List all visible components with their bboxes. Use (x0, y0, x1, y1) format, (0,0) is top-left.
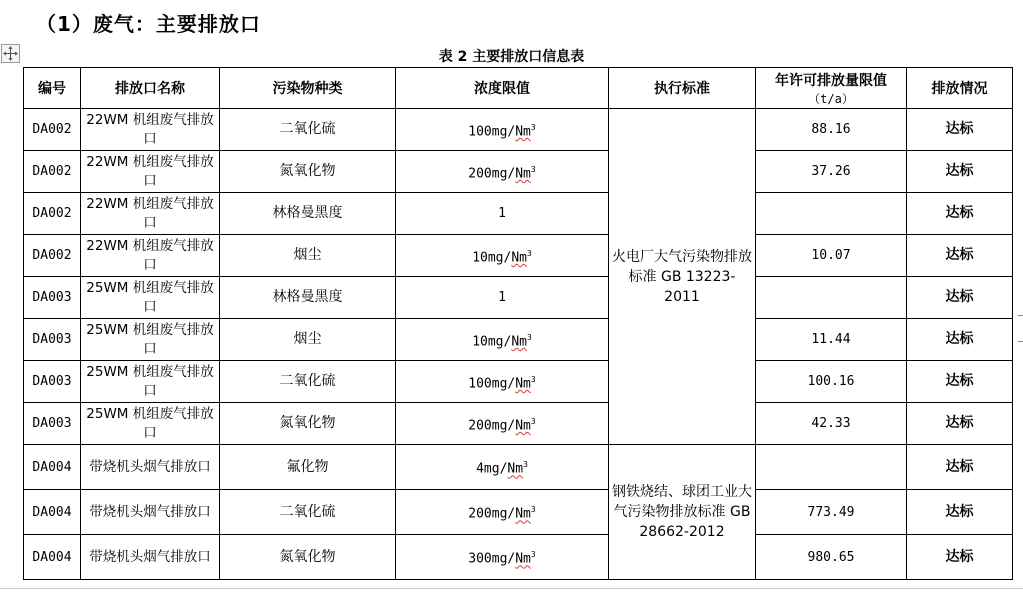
limit-unit-superscript: 3 (530, 505, 536, 515)
cell-status: 达标 (907, 490, 1013, 535)
limit-unit-superscript: 3 (530, 550, 536, 560)
cell-outlet-name: 22WM 机组废气排放口 (81, 235, 220, 277)
cell-status: 达标 (907, 535, 1013, 580)
cell-outlet-name: 25WM 机组废气排放口 (81, 319, 220, 361)
ruler-mark (1018, 315, 1023, 316)
cell-status: 达标 (907, 445, 1013, 490)
cell-annual-limit: 773.49 (756, 490, 907, 535)
cell-limit (396, 235, 609, 277)
cell-status: 达标 (907, 193, 1013, 235)
table-row (24, 445, 1013, 490)
table-row (24, 361, 1013, 403)
cell-limit (396, 535, 609, 580)
table-row (24, 235, 1013, 277)
cell-annual-limit: 37.26 (756, 151, 907, 193)
limit-value: 10mg/ (472, 334, 512, 350)
cell-outlet-name: 22WM 机组废气排放口 (81, 193, 220, 235)
cell-pollutant: 林格曼黑度 (220, 193, 396, 235)
cell-status: 达标 (907, 277, 1013, 319)
limit-value: 1 (498, 290, 506, 305)
header-standard: 执行标准 (609, 68, 756, 109)
cell-status: 达标 (907, 319, 1013, 361)
header-annual-unit: （t/a） (808, 91, 854, 106)
cell-outlet-name: 22WM 机组废气排放口 (81, 151, 220, 193)
limit-unit: Nm (515, 376, 531, 392)
cell-limit (396, 319, 609, 361)
section-heading: （1）废气：主要排放口 (36, 12, 261, 36)
cell-pollutant: 二氧化硫 (220, 361, 396, 403)
cell-standard: 火电厂大气污染物排放标准 GB 13223-2011 (609, 109, 756, 445)
cell-pollutant: 二氧化硫 (220, 109, 396, 151)
cell-annual-limit: 42.33 (756, 403, 907, 445)
cell-code: DA004 (24, 535, 81, 580)
table-row (24, 403, 1013, 445)
cell-pollutant: 林格曼黑度 (220, 277, 396, 319)
limit-value: 200mg/ (468, 506, 516, 522)
table-row (24, 277, 1013, 319)
limit-value: 100mg/ (468, 124, 516, 140)
cell-code: DA003 (24, 361, 81, 403)
cell-pollutant: 烟尘 (220, 235, 396, 277)
limit-unit: Nm (511, 334, 527, 350)
table-caption: 表 2 主要排放口信息表 (438, 49, 585, 65)
header-pollutant: 污染物种类 (220, 68, 396, 109)
cell-status: 达标 (907, 151, 1013, 193)
limit-value: 1 (498, 206, 506, 221)
cell-annual-limit: 10.07 (756, 235, 907, 277)
cell-annual-limit: 980.65 (756, 535, 907, 580)
cell-outlet-name: 22WM 机组废气排放口 (81, 109, 220, 151)
limit-unit-superscript: 3 (530, 416, 536, 426)
ruler-mark (1018, 341, 1023, 342)
cell-outlet-name: 带烧机头烟气排放口 (81, 535, 220, 580)
cell-code: DA003 (24, 403, 81, 445)
header-annual-label: 年许可排放量限值 (775, 72, 887, 89)
limit-value: 300mg/ (468, 551, 516, 567)
cell-limit (396, 361, 609, 403)
limit-unit: Nm (515, 418, 531, 434)
cell-status: 达标 (907, 235, 1013, 277)
cell-limit (396, 403, 609, 445)
cell-status: 达标 (907, 361, 1013, 403)
cell-annual-limit (756, 277, 907, 319)
header-annual (756, 68, 907, 109)
cell-code: DA002 (24, 235, 81, 277)
cell-status: 达标 (907, 109, 1013, 151)
table-header-row (24, 68, 1013, 109)
limit-unit-superscript: 3 (530, 122, 536, 132)
table-row (24, 193, 1013, 235)
cell-annual-limit: 100.16 (756, 361, 907, 403)
limit-value: 4mg/ (476, 461, 508, 477)
limit-value: 100mg/ (468, 376, 516, 392)
header-limit: 浓度限值 (396, 68, 609, 109)
limit-value: 10mg/ (472, 250, 512, 266)
header-status: 排放情况 (907, 68, 1013, 109)
limit-unit: Nm (515, 124, 531, 140)
cell-limit (396, 490, 609, 535)
cell-limit (396, 193, 609, 235)
table-row (24, 535, 1013, 580)
limit-value: 200mg/ (468, 418, 516, 434)
limit-value: 200mg/ (468, 166, 516, 182)
header-name: 排放口名称 (81, 68, 220, 109)
cell-outlet-name: 25WM 机组废气排放口 (81, 361, 220, 403)
table-row (24, 319, 1013, 361)
limit-unit-superscript: 3 (523, 460, 528, 470)
cell-code: DA004 (24, 490, 81, 535)
cell-standard: 钢铁烧结、球团工业大气污染物排放标准 GB 28662-2012 (609, 445, 756, 580)
header-code: 编号 (24, 68, 81, 109)
cell-outlet-name: 带烧机头烟气排放口 (81, 445, 220, 490)
cell-limit (396, 445, 609, 490)
cell-outlet-name: 带烧机头烟气排放口 (81, 490, 220, 535)
limit-unit-superscript: 3 (530, 164, 536, 174)
cell-limit (396, 151, 609, 193)
cell-code: DA003 (24, 277, 81, 319)
cell-pollutant: 氮氧化物 (220, 151, 396, 193)
cell-code: DA002 (24, 193, 81, 235)
cell-code: DA002 (24, 109, 81, 151)
cell-outlet-name: 25WM 机组废气排放口 (81, 403, 220, 445)
cell-annual-limit (756, 445, 907, 490)
limit-unit-superscript: 3 (530, 374, 536, 384)
cell-code: DA002 (24, 151, 81, 193)
table-row (24, 151, 1013, 193)
cell-limit (396, 277, 609, 319)
cell-annual-limit: 88.16 (756, 109, 907, 151)
limit-unit: Nm (515, 551, 531, 567)
cell-pollutant: 烟尘 (220, 319, 396, 361)
limit-unit-superscript: 3 (526, 332, 532, 342)
limit-unit: Nm (511, 250, 527, 266)
cell-code: DA003 (24, 319, 81, 361)
emission-outlet-table (23, 67, 1013, 580)
page-bottom-rule (0, 588, 1023, 589)
cell-limit (396, 109, 609, 151)
limit-unit-superscript: 3 (526, 248, 532, 258)
cell-status: 达标 (907, 403, 1013, 445)
cell-pollutant: 二氧化硫 (220, 490, 396, 535)
limit-unit: Nm (507, 461, 524, 477)
table-row (24, 109, 1013, 151)
table-row (24, 490, 1013, 535)
cell-pollutant: 氮氧化物 (220, 535, 396, 580)
limit-unit: Nm (515, 506, 531, 522)
cell-annual-limit: 11.44 (756, 319, 907, 361)
cell-pollutant: 氟化物 (220, 445, 396, 490)
cell-code: DA004 (24, 445, 81, 490)
cell-annual-limit (756, 193, 907, 235)
cell-outlet-name: 25WM 机组废气排放口 (81, 277, 220, 319)
limit-unit: Nm (515, 166, 531, 182)
cell-pollutant: 氮氧化物 (220, 403, 396, 445)
